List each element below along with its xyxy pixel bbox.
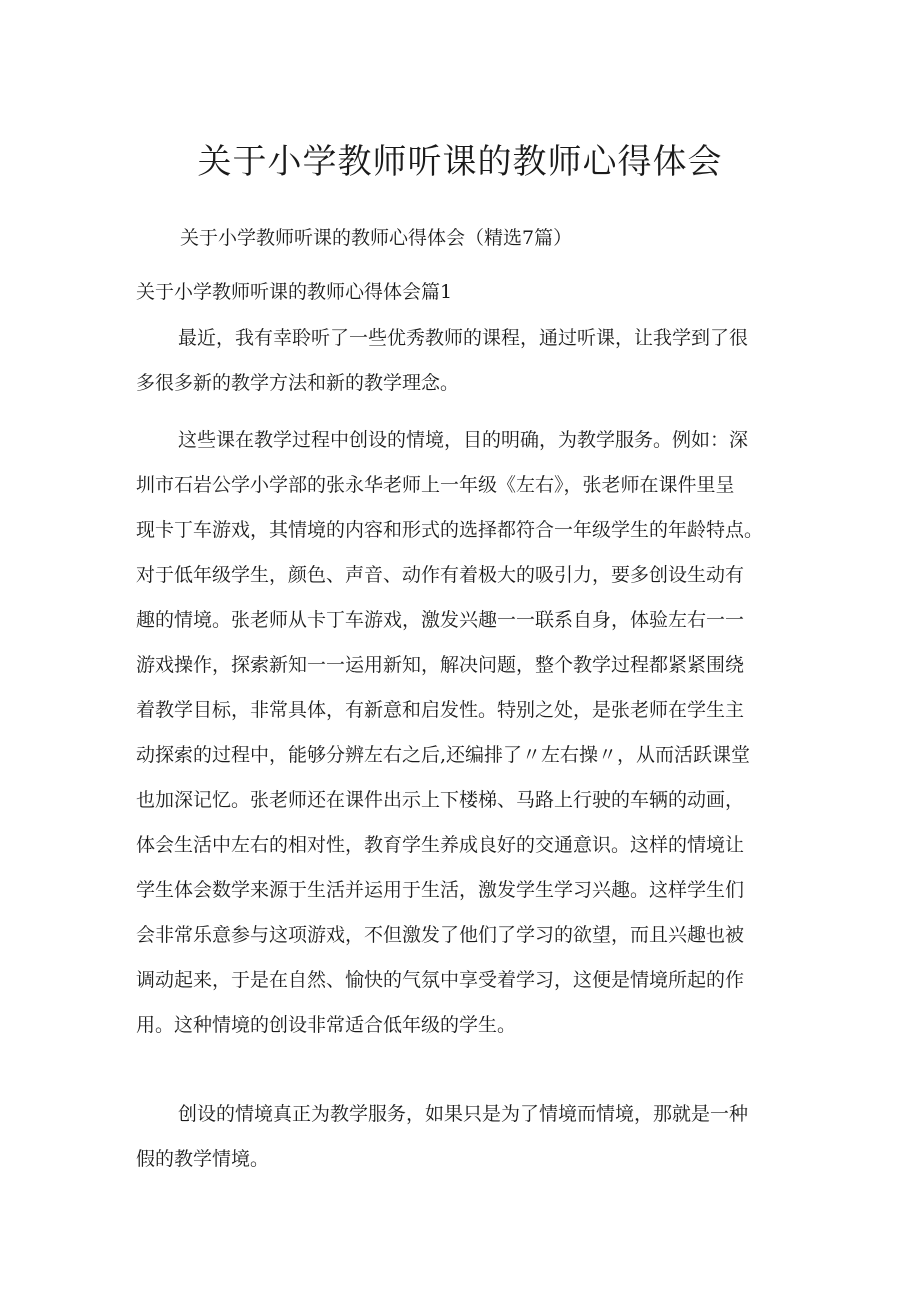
paragraph-line: 趣的情境。张老师从卡丁车游戏，激发兴趣一一联系自身，体验左右一一 [136,609,745,631]
paragraph-line: 也加深记忆。张老师还在课件出示上下楼梯、马路上行驶的车辆的动画， [136,789,745,811]
paragraph-line: 体会生活中左右的相对性，教育学生养成良好的交通意识。这样的情境让 [136,834,745,856]
paragraph-line: 着教学目标，非常具体，有新意和启发性。特别之处，是张老师在学生主 [136,699,745,721]
paragraph-line: 游戏操作，探索新知一一运用新知，解决问题，整个教学过程都紧紧围绕 [136,654,745,676]
document-title: 关于小学教师听课的教师心得体会 [197,142,723,182]
paragraph-line: 对于低年级学生，颜色、声音、动作有着极大的吸引力，要多创设生动有 [136,564,745,586]
paragraph-line: 调动起来，于是在自然、愉快的气氛中享受着学习，这便是情境所起的作 [136,969,745,991]
paragraph-line: 假的教学情境。 [136,1148,270,1170]
paragraph-line: 现卡丁车游戏，其情境的内容和形式的选择都符合一年级学生的年龄特点。 [136,519,764,541]
paragraph-3 [136,1092,796,1182]
paragraph-line: 圳市石岩公学小学部的张永华老师上一年级《左右》，张老师在课件里呈 [136,474,735,496]
paragraph-line: 学生体会数学来源于生活并运用于生活，激发学生学习兴趣。这样学生们 [136,879,745,901]
paragraph-line: 这些课在教学过程中创设的情境，目的明确，为教学服务。例如：深 [178,429,749,451]
paragraph-2 [136,418,796,1048]
paragraph-line: 用。这种情境的创设非常适合低年级的学生。 [136,1014,517,1036]
section-heading: 关于小学教师听课的教师心得体会篇1 [136,281,453,303]
paragraph-1 [136,316,796,406]
paragraph-line: 动探索的过程中，能够分辨左右之后,还编排了〃左右操〃，从而活跃课堂 [136,744,751,766]
paragraph-line: 创设的情境真正为教学服务，如果只是为了情境而情境，那就是一种 [178,1103,749,1125]
paragraph-line: 最近，我有幸聆听了一些优秀教师的课程，通过听课，让我学到了很 [178,327,749,349]
paragraph-line: 多很多新的教学方法和新的教学理念。 [136,372,460,394]
paragraph-line: 会非常乐意参与这项游戏，不但激发了他们了学习的欲望，而且兴趣也被 [136,924,745,946]
document-subtitle: 关于小学教师听课的教师心得体会（精选7篇） [180,227,573,249]
